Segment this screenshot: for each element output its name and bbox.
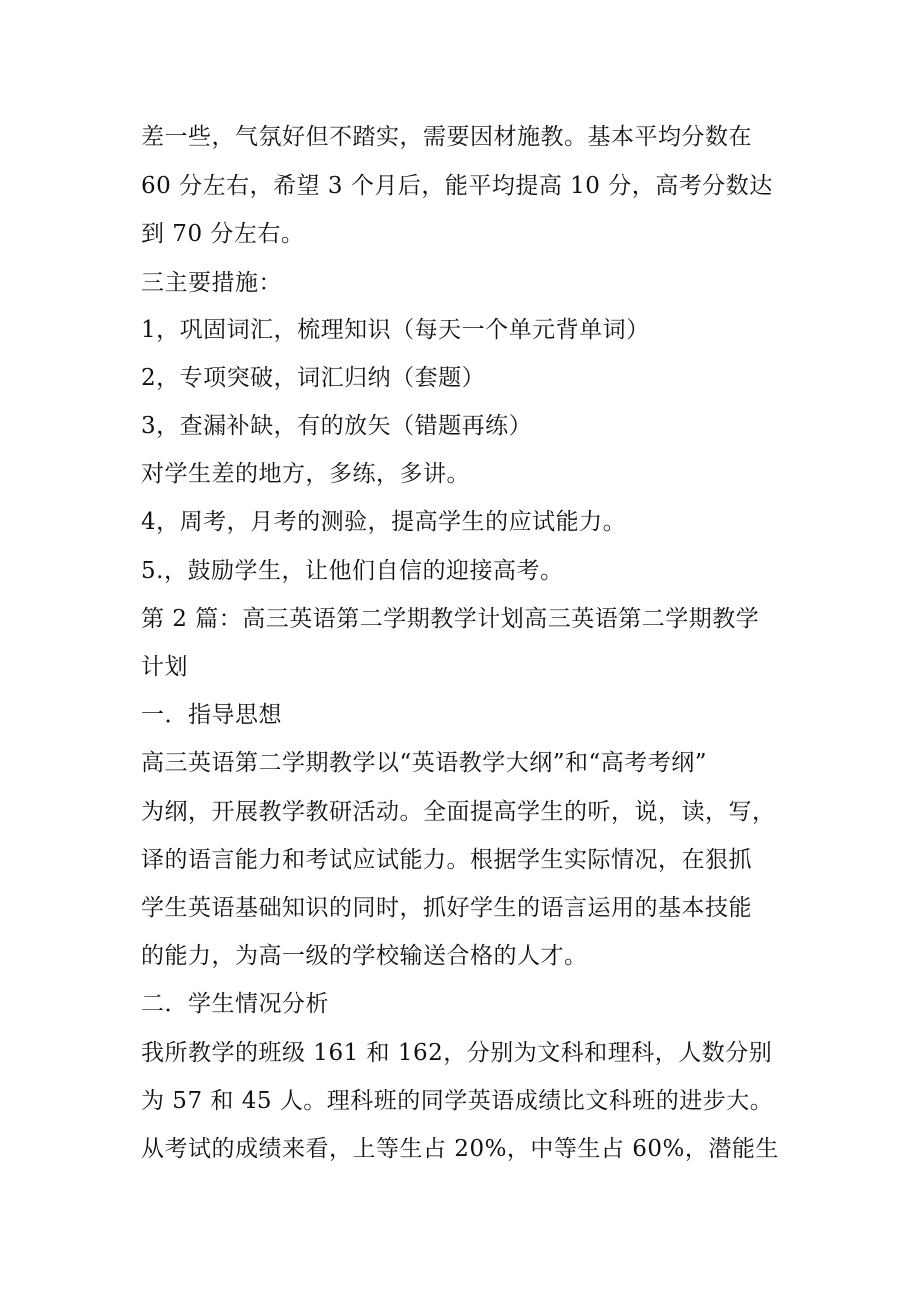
- text-line: 差一些，气氛好但不踏实，需要因材施教。基本平均分数在: [141, 124, 752, 150]
- list-item: 2，专项突破，词汇归纳（套题）: [141, 365, 486, 391]
- text-line: 到 70 分左右。: [141, 221, 305, 247]
- list-item: 3，查漏补缺，有的放矢（错题再练）: [141, 413, 533, 439]
- section-heading: 三主要措施：: [141, 270, 282, 296]
- text-line: 译的语言能力和考试应试能力。根据学生实际情况，在狠抓: [141, 847, 752, 873]
- text-line: 的能力，为高一级的学校输送合格的人才。: [141, 943, 588, 969]
- text-line: 60 分左右，希望 3 个月后，能平均提高 10 分，高考分数达: [141, 173, 773, 199]
- text-line: 学生英语基础知识的同时，抓好学生的语言运用的基本技能: [141, 895, 752, 921]
- chapter-title: 第 2 篇：高三英语第二学期教学计划高三英语第二学期教学: [141, 606, 760, 632]
- section-heading: 二．学生情况分析: [141, 991, 329, 1017]
- text-line: 我所教学的班级 161 和 162，分别为文科和理科，人数分别: [141, 1040, 773, 1066]
- chapter-title: 计划: [141, 654, 188, 680]
- section-heading: 一．指导思想: [141, 702, 282, 728]
- text-line: 高三英语第二学期教学以“英语教学大纲”和“高考考纲”: [141, 750, 708, 776]
- list-item: 4，周考，月考的测验，提高学生的应试能力。: [141, 509, 627, 535]
- list-item: 1，巩固词汇，梳理知识（每天一个单元背单词）: [141, 317, 650, 343]
- text-line: 为纲，开展教学教研活动。全面提高学生的听，说，读，写，: [141, 799, 776, 825]
- text-line: 从考试的成绩来看，上等生占 20%，中等生占 60%，潜能生: [141, 1136, 779, 1162]
- text-line: 为 57 和 45 人。理科班的同学英语成绩比文科班的进步大。: [141, 1088, 774, 1114]
- text-line: 对学生差的地方，多练，多讲。: [141, 461, 470, 487]
- list-item: 5.，鼓励学生，让他们自信的迎接高考。: [141, 558, 564, 584]
